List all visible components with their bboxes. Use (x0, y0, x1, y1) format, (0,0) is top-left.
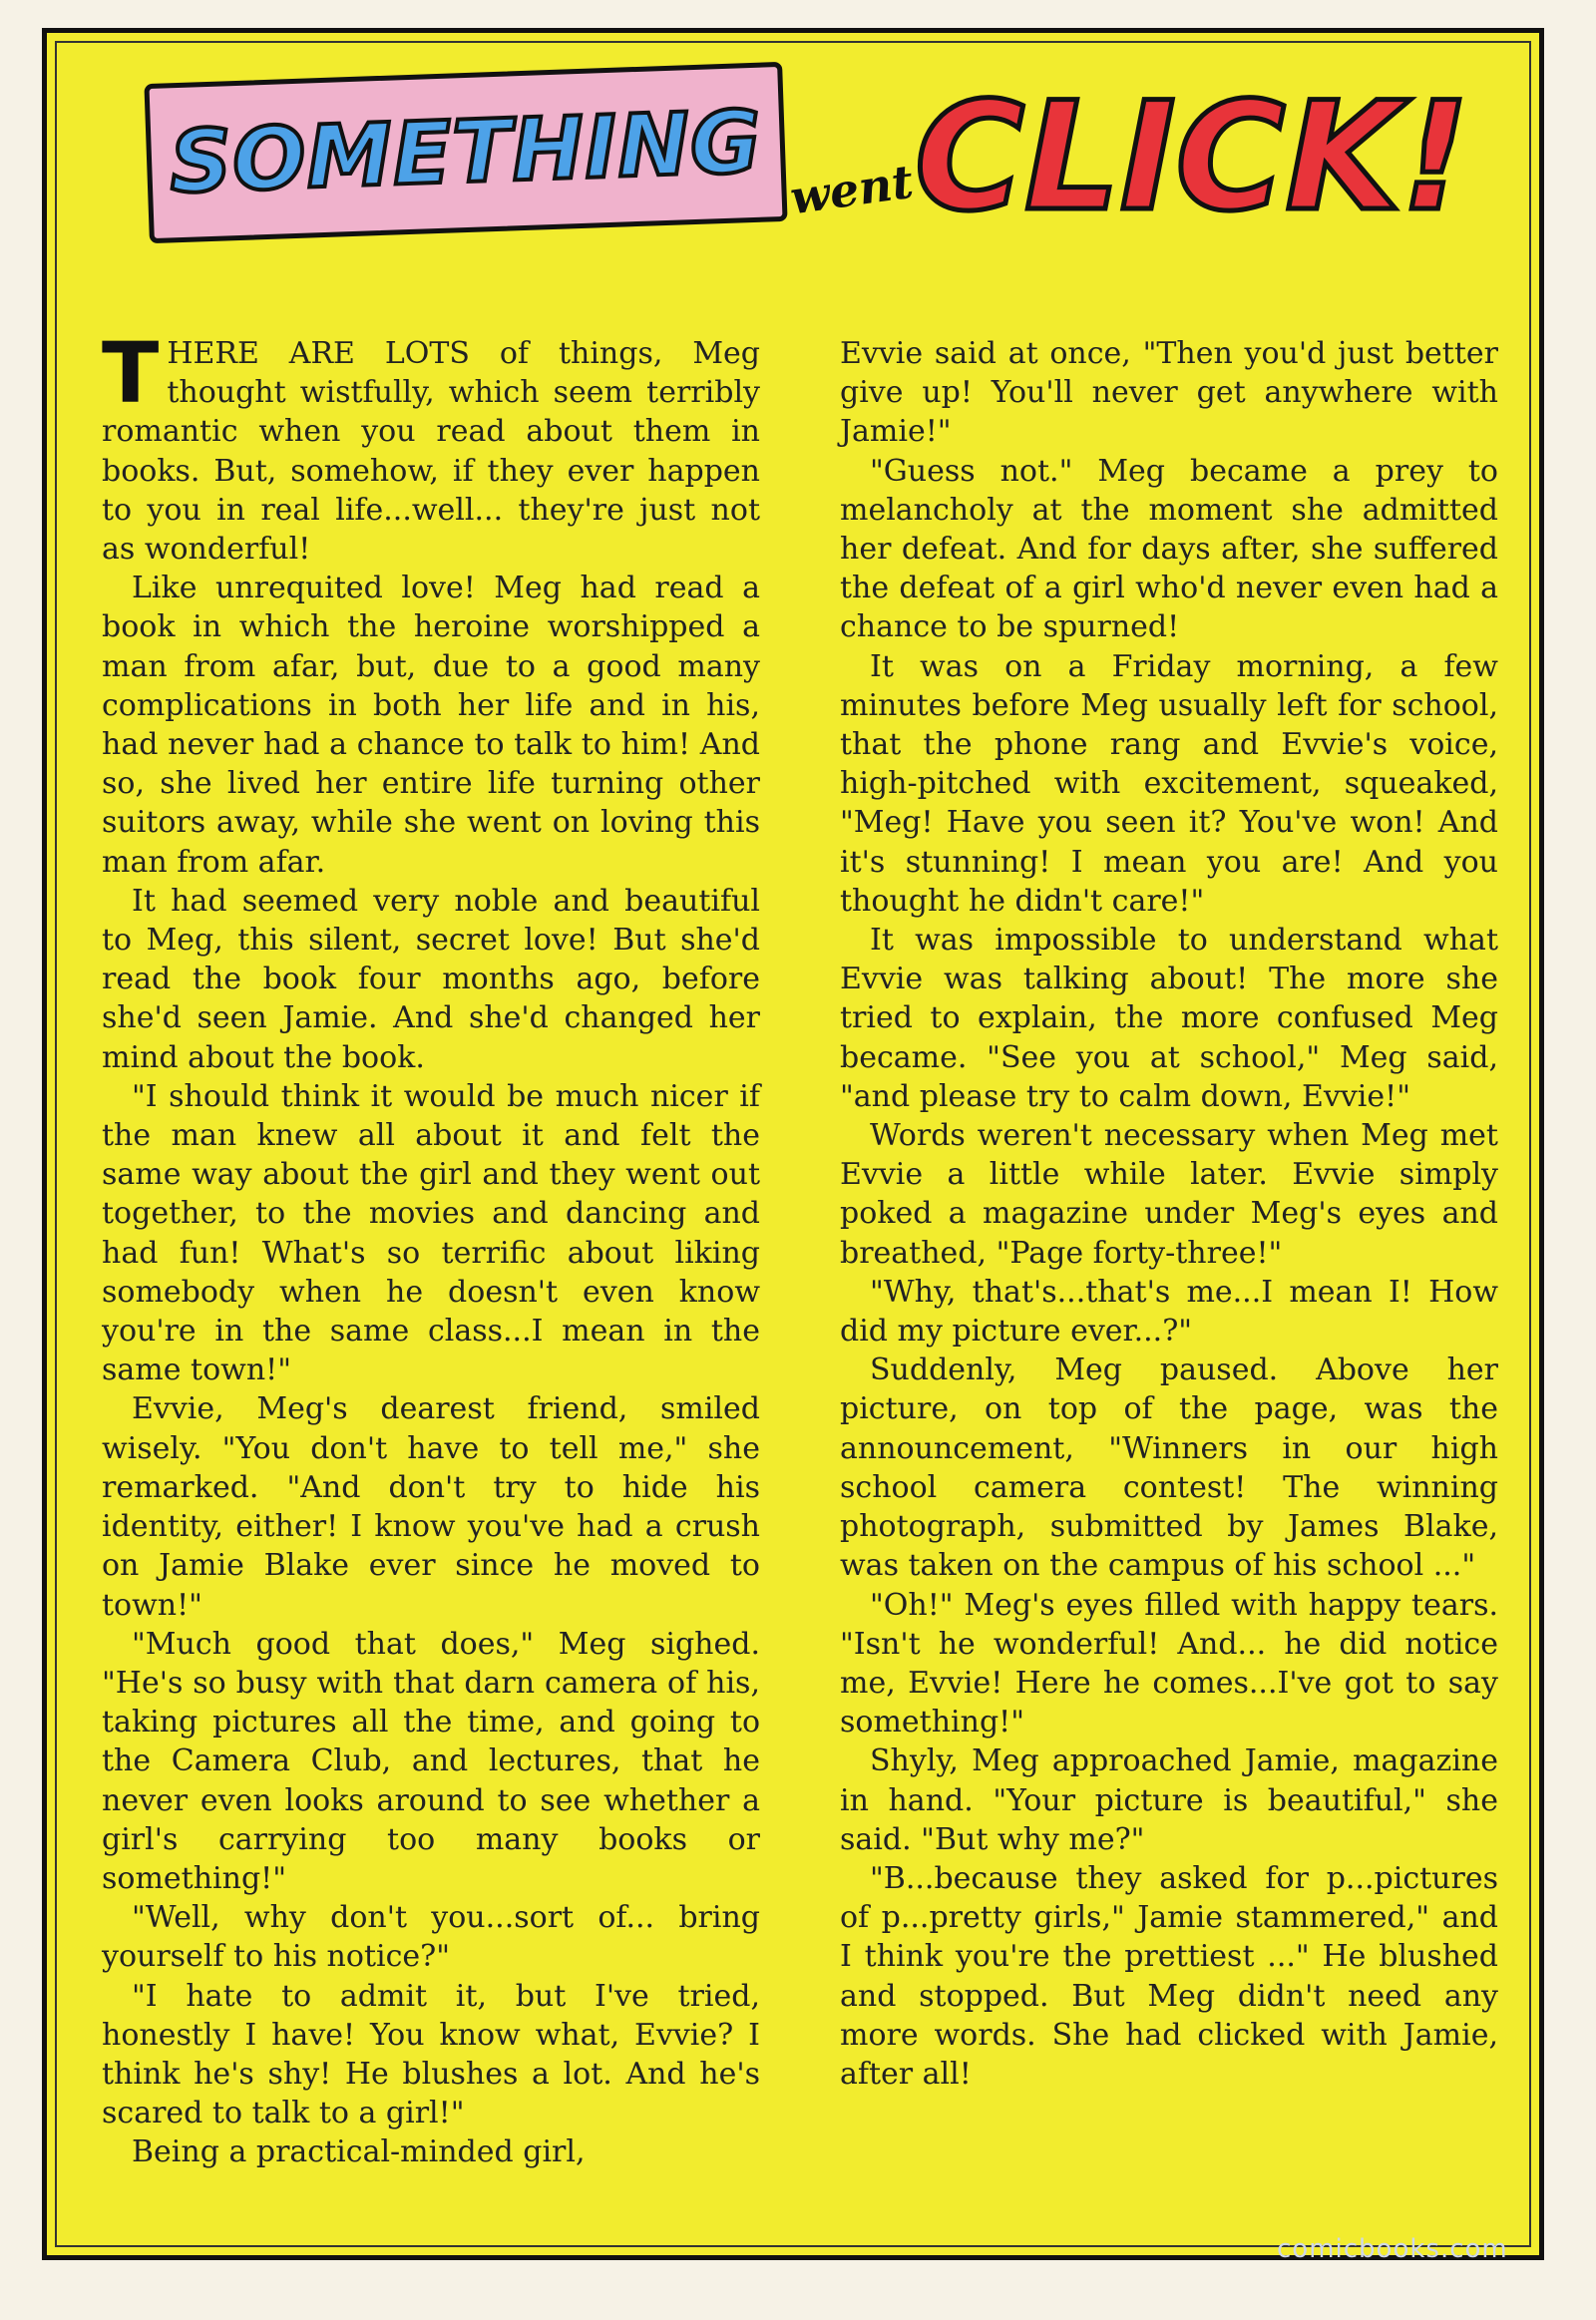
story-column-right (840, 334, 1498, 2094)
story-paragraph: Evvie said at once, "Then you'd just better give up! You'll never get anywhere with Jamie!" (840, 336, 1498, 450)
story-paragraph: Evvie, Meg's dearest friend, smiled wisely. "You don't have to tell me," she remarked. "And don't try to hide his identity, either! I know you've had a crush on Jamie Blake ever since he moved to town!" (102, 1391, 760, 1623)
story-paragraph: Like unrequited love! Meg had read a book in which the heroine worshipped a man from afar, but, due to a good many complications in both her life and in his, had never had a chance to talk to him! And so, she lived her entire life turning other suitors away, while she went on loving this man from afar. (102, 571, 760, 880)
drop-cap: T (102, 324, 160, 422)
story-title (47, 33, 1539, 292)
title-word-click: CLICK! (915, 71, 1470, 244)
story-paragraph: "I should think it would be much nicer if the man knew all about it and felt the same way about the girl and they went out together, to the movies and dancing and had fun! What's so terrific about liking somebody when he doesn't even know you're in the same class...I mean in the same town!" (102, 1078, 760, 1388)
title-word-went: went (786, 154, 917, 225)
story-paragraph: "I hate to admit it, but I've tried, honestly I have! You know what, Evvie? I think he's shy! He blushes a lot. And he's scared to talk to a girl!" (102, 1978, 760, 2131)
title-banner (144, 62, 787, 243)
story-paragraph: "B...because they asked for p...pictures of p...pretty girls," Jamie stammered," and I think you're the prettiest ..." He blushed and stopped. But Meg didn't need any more words. She had clicked with Jamie, after all! (840, 1860, 1498, 2092)
story-paragraph: "Much good that does," Meg sighed. "He's so busy with that darn camera of his, taking pictures all the time, and going to the Camera Club, and lectures, that he never even looks around to see whether a girl's carrying too many books or something!" (102, 1626, 760, 1896)
story-paragraph: Shyly, Meg approached Jamie, magazine in hand. "Your picture is beautiful," she said. "But why me?" (840, 1743, 1498, 1857)
story-paragraph: THERE ARE LOTS of things, Meg thought wistfully, which seem terribly romantic when you read about them in books. But, somehow, if they ever happen to you in real life...well... they're just not as wonderful! (102, 324, 760, 568)
story-page-frame (42, 28, 1544, 2260)
story-paragraph: Words weren't necessary when Meg met Evvie a little while later. Evvie simply poked a magazine under Meg's eyes and breathed, "Page forty-three!" (840, 1118, 1498, 1271)
story-paragraph: "Why, that's...that's me...I mean I! How did my picture ever...?" (840, 1274, 1498, 1350)
story-paragraph: It was impossible to understand what Evvie was talking about! The more she tried to explain, the more confused Meg became. "See you at school," Meg said, "and please try to calm down, Evvie!" (840, 923, 1498, 1114)
story-paragraph: It was on a Friday morning, a few minutes before Meg usually left for school, that the phone rang and Evvie's voice, high-pitched with excitement, squeaked, "Meg! Have you seen it? You've won! And it's stunning! I mean you are! And you thought he didn't care!" (840, 648, 1498, 919)
story-paragraph: "Oh!" Meg's eyes filled with happy tears. "Isn't he wonderful! And... he did notice me, Evvie! Here he comes...I've got to say something!" (840, 1587, 1498, 1740)
title-word-something: SOMETHING (168, 92, 764, 213)
story-column-left (102, 324, 760, 2172)
site-watermark: comicbooks.com (1277, 2234, 1508, 2264)
story-paragraph: Suddenly, Meg paused. Above her picture, on top of the page, was the announcement, "Winners in our high school camera contest! The winning photograph, submitted by James Blake, was taken on the campus of his school ..." (840, 1353, 1498, 1584)
story-paragraph: "Well, why don't you...sort of... bring yourself to his notice?" (102, 1900, 760, 1975)
story-paragraph: It had seemed very noble and beautiful to Meg, this silent, secret love! But she'd read the book four months ago, before she'd seen Jamie. And she'd changed her mind about the book. (102, 883, 760, 1075)
story-paragraph: "Guess not." Meg became a prey to melancholy at the moment she admitted her defeat. And for days after, she suffered the defeat of a girl who'd never even had a chance to be spurned! (840, 453, 1498, 645)
story-paragraph: Being a practical-minded girl, (132, 2134, 586, 2170)
